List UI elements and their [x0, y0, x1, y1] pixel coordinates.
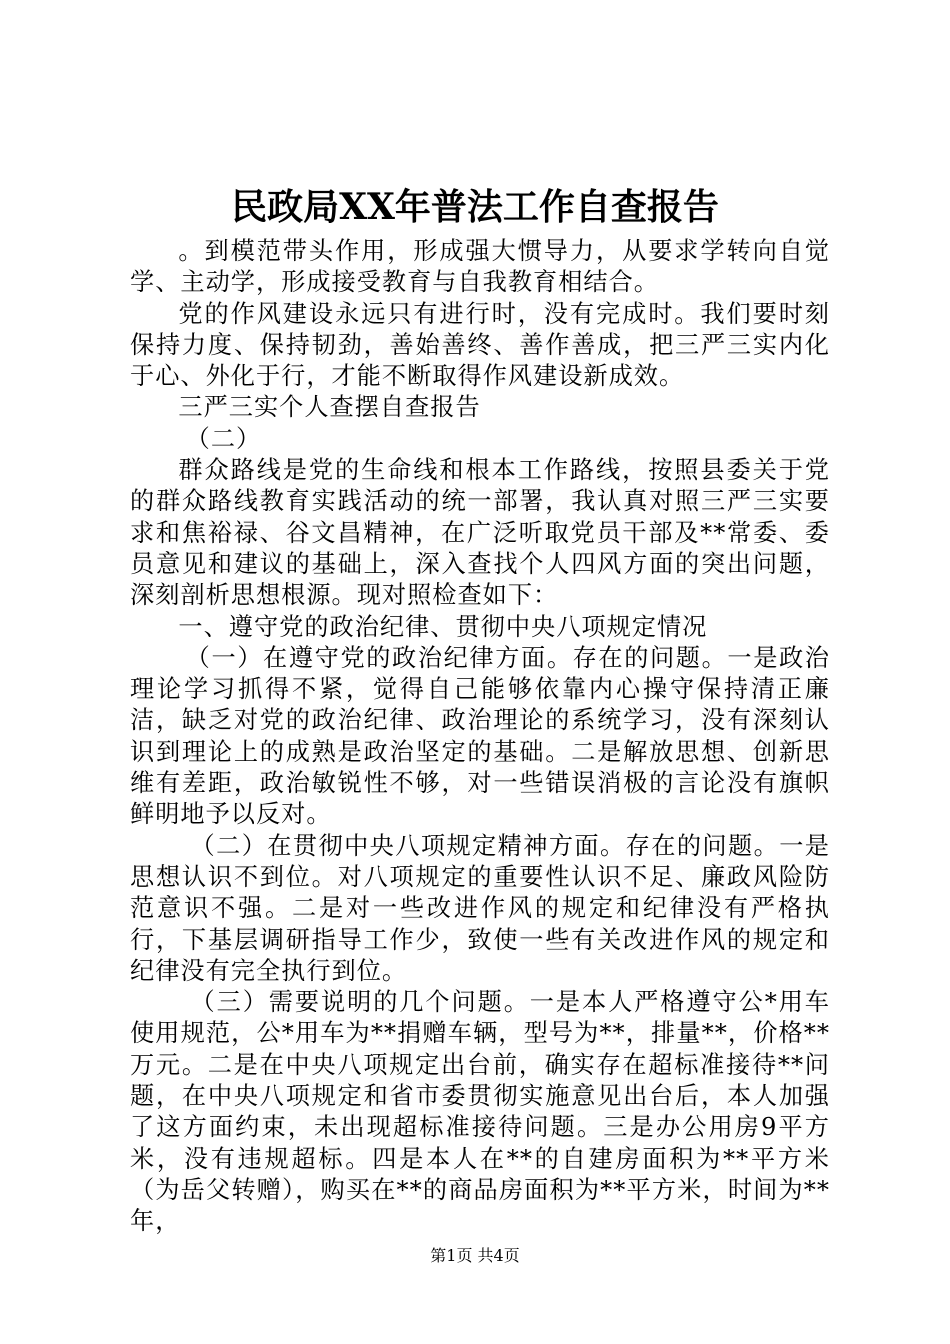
paragraph-3: 三严三实个人查摆自查报告 [178, 393, 481, 422]
paragraph-7: （二）在贯彻中央八项规定精神方面。存在的问题。一是思想认识不到位。对八项规定的重要性认识不足、廉政风险防范意识不强。二是对一些改进作风的规定和纪律没有严格执行，下基层调研指导工作少，致使一些有关改进作风的规定和纪律没有完全执行到位。 [130, 831, 830, 985]
paragraph-1: 。到模范带头作用，形成强大惯导力，从要求学转向自觉学、主动学，形成接受教育与自我教育相结合。 [130, 237, 830, 297]
page-number-footer: 第1页 共4页 [430, 1246, 520, 1265]
paragraph-8: （三）需要说明的几个问题。一是本人严格遵守公*用车使用规范，公*用车为**捐赠车辆，型号为**，排量**，价格**万元。二是在中央八项规定出台前，确实存在超标准接待**问题，在中央八项规定和省市委贯彻实施意见出台后，本人加强了这方面约束，未出现超标准接待问题。三是办公用房9平方米，没有违规超标。四是本人在**的自建房面积为**平方米（为岳父转赠），购买在**的商品房面积为**平方米，时间为**年， [130, 988, 830, 1236]
paragraph-5: 群众路线是党的生命线和根本工作路线，按照县委关于党的群众路线教育实践活动的统一部署，我认真对照三严三实要求和焦裕禄、谷文昌精神，在广泛听取党员干部及**常委、委员意见和建议的基础上，深入查找个人四风方面的突出问题，深刻剖析思想根源。现对照检查如下： [130, 456, 830, 610]
paragraph-6: （一）在遵守党的政治纪律方面。存在的问题。一是政治理论学习抓得不紧，觉得自己能够依靠内心操守保持清正廉洁，缺乏对党的政治纪律、政治理论的系统学习，没有深刻认识到理论上的成熟是政治坚定的基础。二是解放思想、创新思维有差距，政治敏锐性不够，对一些错误消极的言论没有旗帜鲜明地予以反对。 [130, 643, 830, 829]
paragraph-4: （二） [185, 424, 262, 453]
paragraph-2: 党的作风建设永远只有进行时，没有完成时。我们要时刻保持力度、保持韧劲，善始善终、善作善成，把三严三实内化于心、外化于行，才能不断取得作风建设新成效。 [130, 299, 830, 391]
section-heading-1: 一、遵守党的政治纪律、贯彻中央八项规定情况 [178, 612, 708, 641]
document-title: 民政局XX年普法工作自查报告 [231, 186, 719, 228]
document-body [130, 236, 830, 1238]
